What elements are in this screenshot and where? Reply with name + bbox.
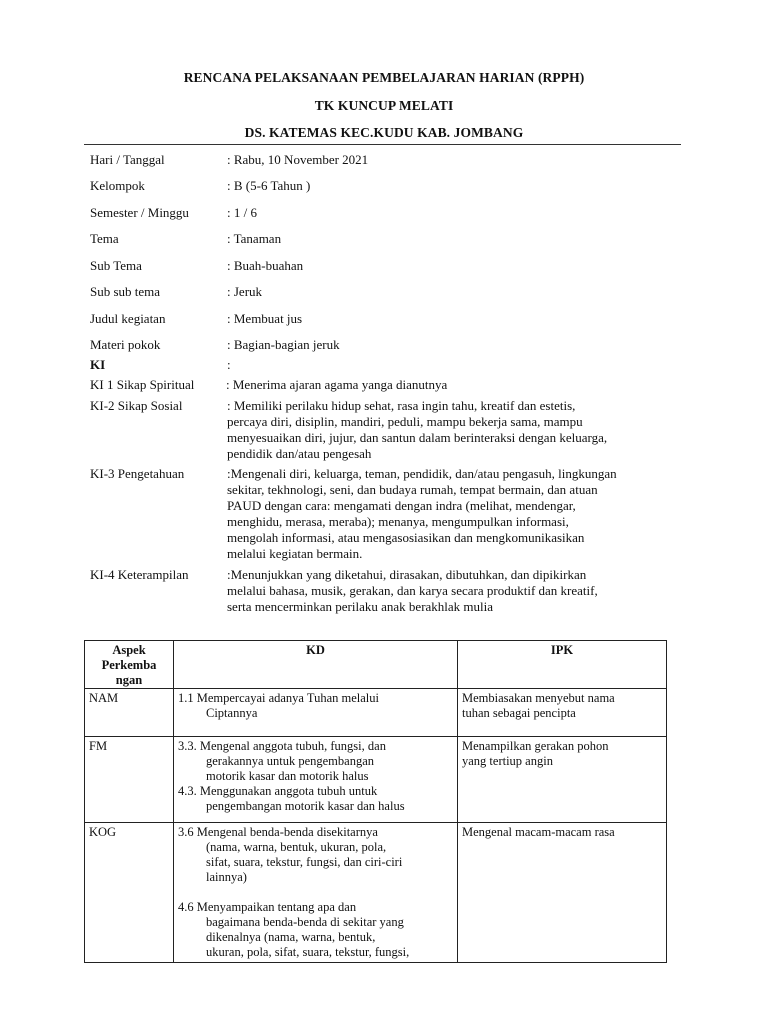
kd-item-line: bagaimana benda-benda di sekitar yang <box>206 915 404 929</box>
kd-item <box>178 691 453 721</box>
label-ki4: KI-4 Keterampilan <box>90 567 189 582</box>
cell-ipk <box>458 823 667 963</box>
cell-aspek: NAM <box>85 689 174 737</box>
kd-item-line: motorik kasar dan motorik halus <box>206 769 369 783</box>
value-ki: : <box>227 357 231 372</box>
kd-item-line: 3.6 Mengenal benda-benda disekitarnya <box>178 825 378 839</box>
ki2-line: pendidik dan/atau pengesah <box>227 446 372 461</box>
ipk-line: yang tertiup angin <box>462 754 553 768</box>
kd-item-line: ukuran, pola, sifat, suara, tekstur, fungsi, <box>206 945 410 959</box>
kd-item-line: lainnya) <box>206 870 247 884</box>
kd-item-line: (nama, warna, bentuk, ukuran, pola, <box>206 840 387 854</box>
value-kelompok: : B (5-6 Tahun ) <box>227 178 311 193</box>
value-ki1 <box>226 377 681 393</box>
value-materi-pokok: : Bagian-bagian jeruk <box>227 337 340 352</box>
value-sub-tema: : Buah-buahan <box>227 258 304 273</box>
header-kd: KD <box>174 641 458 689</box>
cell-ipk <box>458 689 667 737</box>
spacer <box>178 885 453 900</box>
table-row <box>85 737 667 823</box>
table-row <box>85 823 667 963</box>
cell-kd <box>174 823 458 963</box>
ki2-line: percaya diri, disiplin, mandiri, peduli, mampu bekerja sama, mampu <box>227 414 583 429</box>
kd-item-line: pengembangan motorik kasar dan halus <box>206 799 405 813</box>
header-divider <box>84 144 681 145</box>
kd-item-line: dikenalnya (nama, warna, bentuk, <box>206 930 376 944</box>
kd-item-line: 3.3. Mengenal anggota tubuh, fungsi, dan <box>178 739 386 753</box>
ipk-line: tuhan sebagai pencipta <box>462 706 576 720</box>
kd-item-line: 4.6 Menyampaikan tentang apa dan <box>178 900 357 914</box>
kd-item-line: gerakannya untuk pengembangan <box>206 754 374 768</box>
kd-item <box>178 739 453 784</box>
kd-ipk-table <box>84 640 667 963</box>
label-semester: Semester / Minggu <box>90 205 189 220</box>
value-ki3 <box>227 466 682 562</box>
header-aspek-line: Perkemba <box>101 658 157 672</box>
value-ki2 <box>227 398 682 462</box>
label-ki3: KI-3 Pengetahuan <box>90 466 185 481</box>
cell-aspek: FM <box>85 737 174 823</box>
cell-kd <box>174 689 458 737</box>
label-hari-tanggal: Hari / Tanggal <box>90 152 165 167</box>
value-ki4 <box>227 567 682 615</box>
document-title: RENCANA PELAKSANAAN PEMBELAJARAN HARIAN (RPPH) <box>183 70 585 85</box>
label-kelompok: Kelompok <box>90 178 145 193</box>
label-sub-tema: Sub Tema <box>90 258 142 273</box>
value-sub-sub-tema: : Jeruk <box>227 284 263 299</box>
ki3-line: :Mengenali diri, keluarga, teman, pendidik, dan/atau pengasuh, lingkungan <box>227 466 617 481</box>
label-materi-pokok: Materi pokok <box>90 337 161 352</box>
label-ki: KI <box>90 357 106 372</box>
ki4-line: melalui bahasa, musik, gerakan, dan karya secara produktif dan kreatif, <box>227 583 598 598</box>
kd-item <box>178 825 453 885</box>
label-ki1: KI 1 Sikap Spiritual <box>90 377 195 392</box>
header-aspek-perkembangan <box>85 641 174 689</box>
kd-item-line: sifat, suara, tekstur, fungsi, dan ciri-ciri <box>206 855 403 869</box>
table-row <box>85 689 667 737</box>
cell-kd <box>174 737 458 823</box>
label-tema: Tema <box>90 231 119 246</box>
ki3-line: menghidu, merasa, meraba); menanya, mengumpulkan informasi, <box>227 514 569 529</box>
ipk-line: Membiasakan menyebut nama <box>462 691 615 705</box>
ki3-line: melalui kegiatan bermain. <box>227 546 363 561</box>
ki3-line: mengolah informasi, atau mengasosiasikan dan mengkomunikasikan <box>227 530 585 545</box>
value-hari-tanggal: : Rabu, 10 November 2021 <box>227 152 369 167</box>
ki4-line: :Menunjukkan yang diketahui, dirasakan, dibutuhkan, dan dipikirkan <box>227 567 587 582</box>
ipk-line: Menampilkan gerakan pohon <box>462 739 609 753</box>
value-judul-kegiatan: : Membuat jus <box>227 311 303 326</box>
header-ipk: IPK <box>458 641 667 689</box>
kd-item-line: Ciptannya <box>206 706 258 720</box>
kd-item <box>178 900 453 960</box>
value-semester: : 1 / 6 <box>227 205 257 220</box>
table-header-row <box>85 641 667 689</box>
label-ki2: KI-2 Sikap Sosial <box>90 398 183 413</box>
kd-item-line: 4.3. Menggunakan anggota tubuh untuk <box>178 784 378 798</box>
ki2-line: menyesuaikan diri, jujur, dan santun dalam berinteraksi dengan keluarga, <box>227 430 608 445</box>
cell-ipk <box>458 737 667 823</box>
school-name: TK KUNCUP MELATI <box>314 98 454 113</box>
label-sub-sub-tema: Sub sub tema <box>90 284 161 299</box>
header-aspek-line: Aspek <box>112 643 146 657</box>
ki4-line: serta mencerminkan perilaku anak berakhlak mulia <box>227 599 494 614</box>
cell-aspek: KOG <box>85 823 174 963</box>
kd-item-line: 1.1 Mempercayai adanya Tuhan melalui <box>178 691 379 705</box>
ki2-line: : Memiliki perilaku hidup sehat, rasa ingin tahu, kreatif dan estetis, <box>227 398 576 413</box>
school-address: DS. KATEMAS KEC.KUDU KAB. JOMBANG <box>244 125 524 140</box>
header-aspek-line: ngan <box>115 673 143 687</box>
ki1-line: : Menerima ajaran agama yanga dianutnya <box>226 377 448 392</box>
label-judul-kegiatan: Judul kegiatan <box>90 311 166 326</box>
ki3-line: PAUD dengan cara: mengamati dengan indra (melihat, mendengar, <box>227 498 576 513</box>
kd-item <box>178 784 453 814</box>
ipk-line: Mengenal macam-macam rasa <box>462 825 615 839</box>
value-tema: : Tanaman <box>227 231 282 246</box>
ki3-line: sekitar, tekhnologi, seni, dan budaya rumah, tempat bermain, dan atuan <box>227 482 598 497</box>
